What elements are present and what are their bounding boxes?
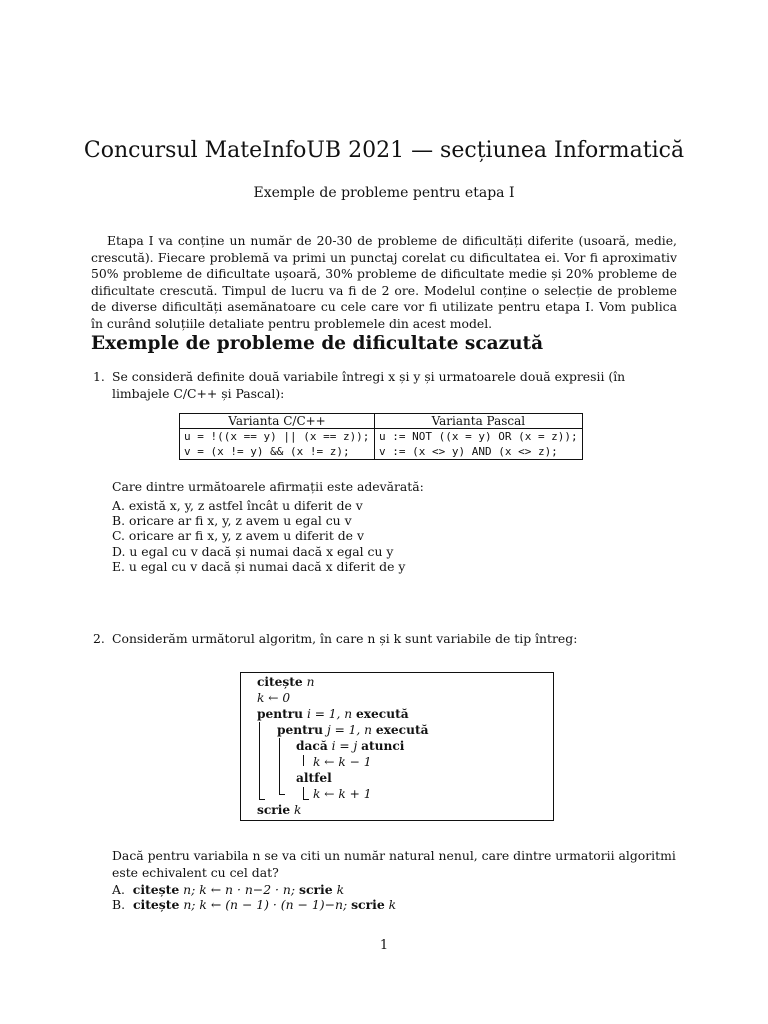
- algo-line-read: citește n: [257, 675, 315, 689]
- answer-option: C. oricare ar fi x, y, z avem u diferit de v: [112, 528, 364, 544]
- for-j-block-end: [279, 794, 285, 795]
- code-table: [179, 413, 583, 460]
- code-table-header: Varianta Pascal: [375, 414, 583, 429]
- algo-line-dec: k ← k − 1: [313, 755, 372, 769]
- code-cell: v = (x != y) && (x != z);: [180, 444, 375, 460]
- answer-option: D. u egal cu v dacă și numai dacă x egal cu y: [112, 543, 394, 559]
- answer-option: E. u egal cu v dacă și numai dacă x diferit de y: [112, 558, 406, 574]
- else-block-line: [303, 787, 304, 799]
- algo-line-if: dacă i = j atunci: [296, 739, 405, 753]
- algo-line-init: k ← 0: [257, 691, 291, 705]
- answer-option: A. există x, y, z astfel încât u diferit de v: [112, 498, 363, 513]
- for-j-block-line: [279, 738, 280, 794]
- code-cell: v := (x <> y) AND (x <> z);: [375, 444, 583, 460]
- page-number: 1: [379, 938, 389, 953]
- problem-1-number: 1.: [93, 369, 105, 384]
- problem-2-options: [112, 882, 396, 912]
- problem-1-options: [112, 498, 405, 574]
- paper-subtitle: Exemple de probleme pentru etapa I: [253, 185, 515, 201]
- problem-2-number: 2.: [93, 631, 105, 646]
- answer-option: A. citește n; k ← n · n−2 · n; scrie k: [112, 882, 345, 897]
- code-table-header: Varianta C/C++: [180, 414, 375, 429]
- then-block-line: [303, 755, 304, 766]
- answer-option: B. oricare ar fi x, y, z avem u egal cu v: [112, 513, 352, 529]
- answer-option: B. citește n; k ← (n − 1) · (n − 1)−n; scrie k: [112, 897, 397, 913]
- algo-line-for-i: pentru i = 1, n execută: [257, 707, 409, 721]
- code-table-row: [180, 429, 583, 445]
- algo-line-for-j: pentru j = 1, n execută: [277, 723, 429, 737]
- algo-line-else: altfel: [296, 771, 332, 785]
- for-i-block-end: [259, 799, 265, 800]
- code-cell: u := NOT ((x = y) OR (x = z));: [375, 429, 583, 445]
- algorithm-box: [240, 672, 554, 821]
- code-cell: u = !((x == y) || (x == z));: [180, 429, 375, 445]
- algo-line-write: scrie k: [257, 803, 302, 817]
- problem-1-statement: Se consideră definite două variabile întregi x și y și urmatoarele două expresii (în limbajele C/C++ și Pascal):: [112, 369, 626, 401]
- code-table-header-row: [180, 414, 583, 429]
- section-heading: Exemple de probleme de dificultate scazută: [91, 333, 544, 354]
- else-block-end: [303, 799, 309, 800]
- paper-title: Concursul MateInfoUB 2021 — secțiunea Informatică: [83, 138, 685, 163]
- algo-line-inc: k ← k + 1: [313, 787, 372, 801]
- for-i-block-line: [259, 722, 260, 799]
- code-table-row: [180, 444, 583, 460]
- intro-paragraph: Etapa I va conține un număr de 20-30 de probleme de dificultăți diferite (usoară, medie, crescută). Fiecare problemă va primi un punctaj corelat cu dificultatea ei. Vor fi aproximativ 50% probleme de dificultate ușoară, 30% probleme de dificultate medie și 20% probleme de dificultate crescută. Timpul de lucru va fi de 2 ore. Modelul conține o selecție de probleme de diverse dificultăți asemănatoare cu cele care vor fi utilizate pentru etapa I. Vom publica în curând soluțiile detaliate pentru problemele din acest model.: [91, 233, 677, 331]
- problem-1-question: Care dintre următoarele afirmații este adevărată:: [112, 479, 424, 494]
- problem-2-question: Dacă pentru variabila n se va citi un număr natural nenul, care dintre urmatorii algoritmi este echivalent cu cel dat?: [112, 848, 676, 880]
- problem-2-statement: Considerăm următorul algoritm, în care n și k sunt variabile de tip întreg:: [112, 631, 578, 646]
